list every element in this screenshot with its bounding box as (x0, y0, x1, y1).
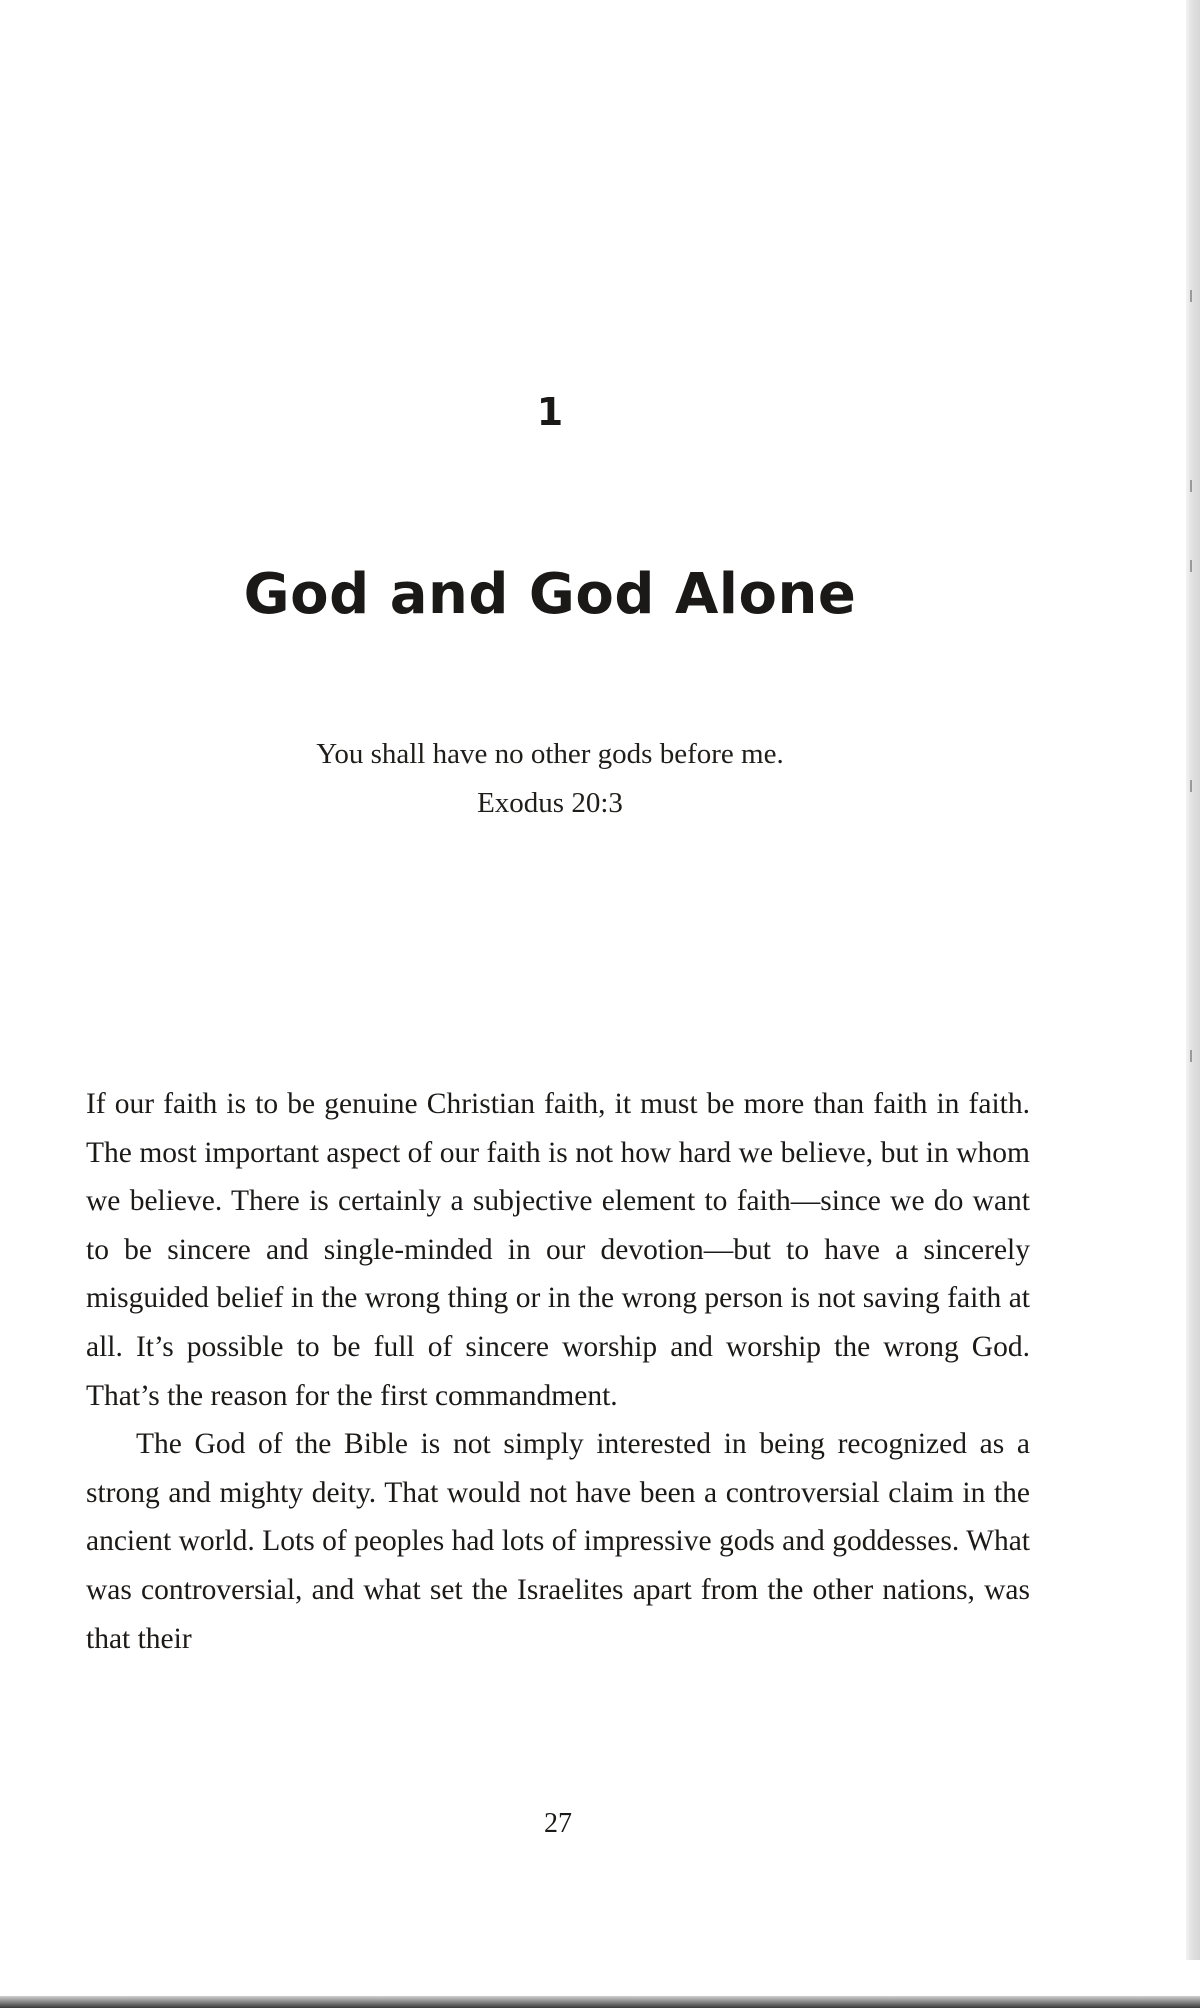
edge-mark (1190, 1050, 1192, 1062)
chapter-number: 1 (536, 390, 564, 434)
edge-mark (1190, 480, 1192, 492)
epigraph-quote: You shall have no other gods before me. (316, 738, 784, 770)
epigraph (0, 738, 1100, 820)
epigraph-reference: Exodus 20:3 (477, 787, 623, 819)
edge-mark (1190, 290, 1192, 302)
paragraph: If our faith is to be genuine Christian faith, it must be more than faith in faith. The most important aspect of our faith is not how hard we believe, but in whom we believe. There is certainly a subjective element to faith—since we do want to be sincere and single-minded in our devotion—but to have a sincerely misguided belief in the wrong thing or in the wrong person is not saving faith at all. It’s possible to be full of sincere worship and worship the wrong God. That’s the reason for the first commandment. (86, 1088, 1030, 1412)
paragraph: The God of the Bible is not simply interested in being recognized as a strong and mighty deity. That would not have been a controversial claim in the ancient world. Lots of peoples had lots of impressive gods and goddesses. What was controversial, and what set the Israelites apart from the other nations, was that their (86, 1428, 1030, 1655)
body-text (86, 1080, 1030, 1663)
page-number: 27 (544, 1808, 572, 1839)
page-edge (1186, 0, 1200, 1960)
edge-mark (1190, 780, 1192, 792)
chapter-title: God and God Alone (243, 562, 857, 627)
edge-mark (1190, 560, 1192, 572)
page-bottom-edge (0, 1996, 1200, 2008)
